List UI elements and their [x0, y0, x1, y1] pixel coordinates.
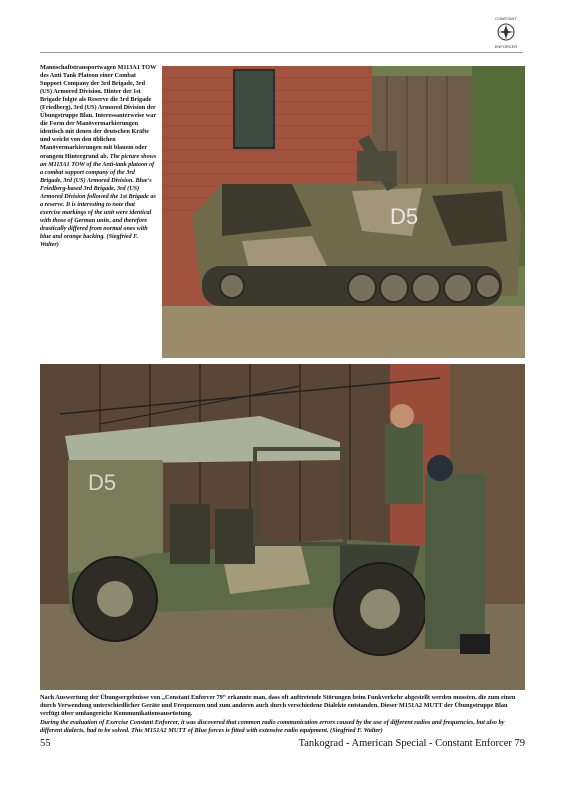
photo-m113a1-tow — [162, 66, 525, 358]
caption-top — [40, 64, 157, 249]
caption-top-german: Mannschaftstransportwagen M113A1 TOW des Anti Tank Platoon einer Combat Support Company der 3rd Brigade, 3rd (US) Armored Division. Hinter der 1st Brigade folgte als Reserve die 3rd Brigade (Friedberg), 3rd (US) Armored Division der Übungstruppe Blau. Interessanterweise war die Form der Manövermarkierungen identisch mit denen der deutschen Kräfte und weicht von den üblichen Manövermarkierungen mit blauem oder orangem Hintergrund ab. — [40, 64, 157, 160]
series-title: Tankograd - American Special - Constant Enforcer 79 — [298, 738, 525, 749]
unit-emblem-icon — [488, 14, 524, 50]
page-footer — [40, 738, 525, 752]
logo-top-text: CONSTANT — [495, 16, 517, 21]
caption-bottom-english: During the evaluation of Exercise Constant Enforcer, it was discovered that common radio communication errors caused by the use of different radios and frequencies, but also by different dialects, had to be solved. This M151A2 MUTT of Blue forces is fitted with extensive radio equipment. (Siegfried F. Walter) — [40, 718, 505, 734]
header-rule — [40, 52, 523, 53]
caption-top-english: The picture shows an M113A1 TOW of the Anti-tank platoon of a combat support company of the 3rd Brigade, 3rd (US) Armored Division. Blue's Friedberg-based 3rd Brigade, 3rd (US) Armored Division followed the 1st Brigade as a reserve. It is interesting to note that exercise markings of the unit were identical with those of German units, and therefore drastically differed from normal ones with blue and orange backing. (Siegfried F. Walter) — [40, 152, 157, 249]
caption-bottom — [40, 694, 525, 735]
photo-m151a2-mutt — [40, 364, 525, 690]
page-number: 55 — [40, 738, 51, 749]
jeep-marking: D5 — [88, 470, 117, 495]
apc-marking: D5 — [390, 204, 419, 229]
logo-bottom-text: ENFORCER — [494, 44, 518, 49]
caption-bottom-german: Nach Auswertung der Übungsergebnisse von „Constant Enforcer 79“ erkannte man, dass oft auftretende Störungen beim Funkverkehr abgestellt werden mussten, die zum einen durch Verwendung unterschiedlicher Geräte und Frequenzen und zum anderen auch durch verschiedene Dialekte entstanden. Dieser M151A2 MUTT der Übungstruppe Blau verfügt über umfangreiche Kommunikationsausrüstung. — [40, 694, 516, 718]
